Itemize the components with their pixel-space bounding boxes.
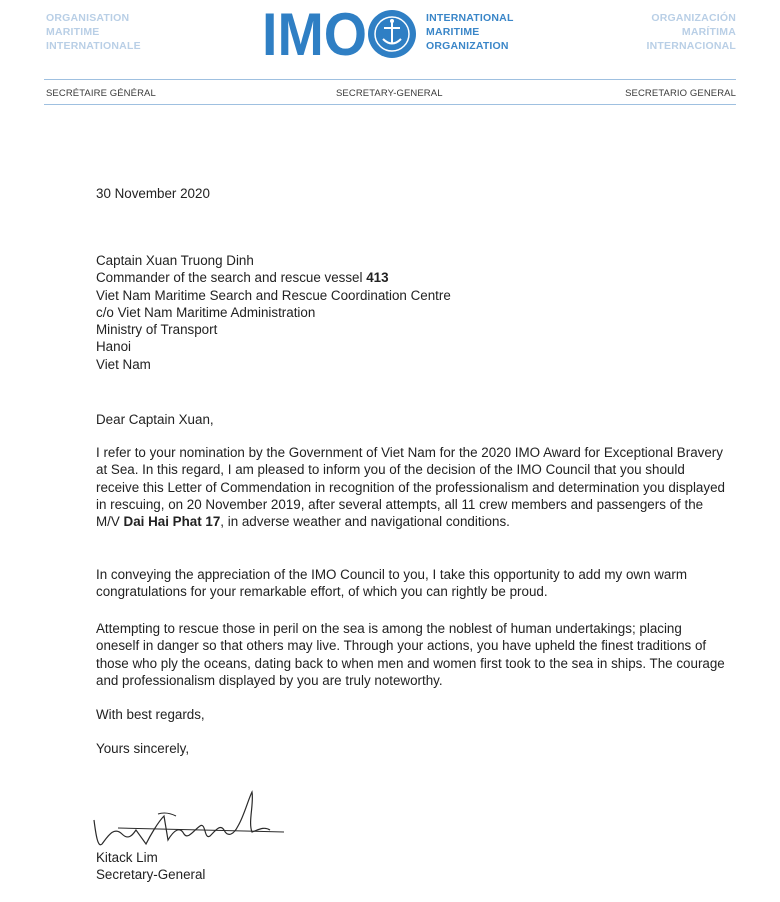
header-english-line: INTERNATIONAL bbox=[426, 12, 514, 24]
vessel-number: 413 bbox=[366, 270, 389, 286]
imo-logo bbox=[262, 8, 420, 60]
address-line: Viet Nam bbox=[96, 356, 151, 372]
header-english-line: ORGANIZATION bbox=[426, 40, 509, 52]
header-french-line: ORGANISATION bbox=[46, 12, 130, 24]
paragraph-nomination bbox=[96, 444, 726, 530]
address-line: Captain Xuan Truong Dinh bbox=[96, 253, 254, 268]
header-english-line: MARITIME bbox=[426, 26, 480, 38]
header-divider-top bbox=[44, 79, 736, 80]
address-line: Viet Nam Maritime Search and Rescue Coordination Centre bbox=[96, 287, 451, 303]
signer-title: Secretary-General bbox=[96, 867, 206, 883]
salutation: Dear Captain Xuan, bbox=[96, 412, 214, 427]
address-line: Commander of the search and rescue vessel bbox=[96, 270, 367, 286]
signer-block bbox=[96, 849, 205, 884]
header-title-spanish: SECRETARIO GENERAL bbox=[625, 88, 736, 99]
header-title-french: SECRÉTAIRE GÉNÉRAL bbox=[46, 88, 156, 99]
imo-logo-letters: IMO bbox=[262, 8, 367, 60]
paragraph-text: I refer to your nomination by the Government of Viet Nam for the 2020 IMO Award for Exceptional Bravery at Sea. In this regard, I am pleased to inform you of the decision of the IMO Council that you should receive this Letter of Commendation in recognition of the professionalism and determination you displayed in rescuing, on 20 November 2019, after several attempts, all 11 crew members and passengers of the M/V bbox=[96, 445, 725, 530]
letter-date: 30 November 2020 bbox=[96, 186, 210, 201]
address-line-vessel bbox=[96, 269, 451, 286]
closing-line: Yours sincerely, bbox=[96, 741, 190, 756]
ship-name: Dai Hai Phat 17 bbox=[123, 514, 221, 530]
header-spanish-line: ORGANIZACIÓN bbox=[651, 12, 736, 24]
header-french-line: INTERNATIONALE bbox=[46, 40, 141, 52]
recipient-address bbox=[96, 252, 451, 373]
address-line: Hanoi bbox=[96, 339, 131, 355]
address-line: Ministry of Transport bbox=[96, 322, 218, 338]
header-spanish-name bbox=[646, 11, 736, 53]
header-title-english: SECRETARY-GENERAL bbox=[336, 88, 443, 99]
address-line: c/o Viet Nam Maritime Administration bbox=[96, 304, 316, 320]
header-french-name bbox=[46, 11, 141, 53]
handwritten-signature bbox=[88, 786, 298, 856]
paragraph-text: , in adverse weather and navigational conditions. bbox=[220, 514, 510, 530]
paragraph-tribute: Attempting to rescue those in peril on the sea is among the noblest of human undertakings; placing oneself in danger so that others may live. Through your actions, you have upheld the finest traditions of those who ply the oceans, dating back to when men and women first took to the sea in ships. The courage and professionalism displayed by you are truly noteworthy. bbox=[96, 621, 725, 688]
paragraph-congratulations: In conveying the appreciation of the IMO Council to you, I take this opportunity to add my own warm congratulations for your remarkable effort, of which you can rightly be proud. bbox=[96, 567, 687, 600]
regards-line: With best regards, bbox=[96, 707, 205, 722]
header-spanish-line: MARÍTIMA bbox=[681, 26, 736, 38]
header-english-name bbox=[426, 11, 514, 53]
header-divider-bottom bbox=[44, 104, 736, 105]
signer-name: Kitack Lim bbox=[96, 850, 158, 865]
header-spanish-line: INTERNACIONAL bbox=[646, 40, 736, 52]
header-french-line: MARITIME bbox=[46, 26, 100, 38]
